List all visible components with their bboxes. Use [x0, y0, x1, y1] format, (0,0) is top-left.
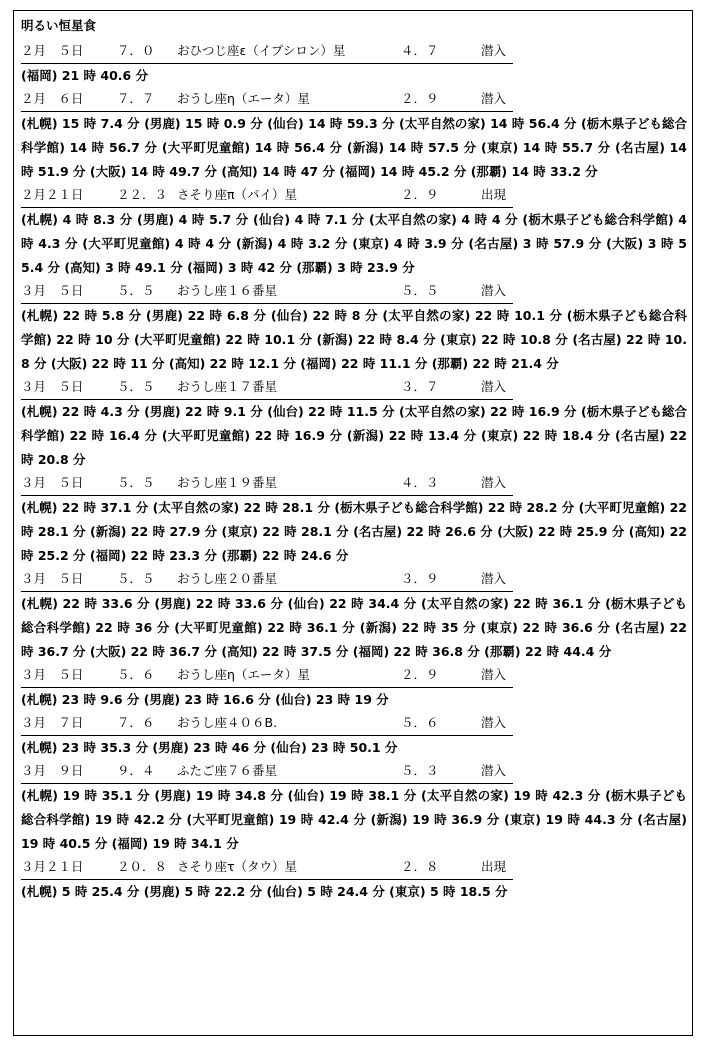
- event-date: ２月 ６日: [21, 91, 84, 106]
- event-date: ３月 ５日: [21, 475, 84, 490]
- star-name: おうし座１６番星: [177, 283, 278, 298]
- moon-age: ５．６: [117, 667, 155, 682]
- page-title: 明るい恒星食: [21, 18, 97, 33]
- star-magnitude: ２．８: [401, 859, 439, 874]
- event-header: [21, 376, 513, 400]
- occultation-type: 潜入: [481, 763, 507, 778]
- event-block: [21, 184, 687, 280]
- event-header: [21, 88, 513, 112]
- event-header: [21, 184, 513, 208]
- event-date: ３月 ７日: [21, 715, 84, 730]
- event-times: (札幌) 23 時 9.6 分 (男鹿) 23 時 16.6 分 (仙台) 23 時 19 分: [21, 692, 389, 707]
- event-date: ３月 ５日: [21, 667, 84, 682]
- occultation-type: 潜入: [481, 475, 507, 490]
- event-times: (札幌) 22 時 37.1 分 (太平自然の家) 22 時 28.1 分 (栃木県子ども総合科学館) 22 時 28.2 分 (大平町児童館) 22 時 28.1 分 (新潟) 22 時 27.9 分 (東京) 22 時 28.1 分 (名古屋) 22 時 26.6 分 (大阪) 22 時 25.9 分 (高知) 22 時 25.2 分 (福岡) 22 時 23.3 分 (那覇) 22 時 24.6 分: [21, 500, 687, 563]
- occultation-type: 潜入: [481, 571, 507, 586]
- event-block: [21, 376, 687, 472]
- occultation-type: 潜入: [481, 43, 507, 58]
- star-name: おうし座２０番星: [177, 571, 278, 586]
- event-times: (札幌) 15 時 7.4 分 (男鹿) 15 時 0.9 分 (仙台) 14 時 59.3 分 (太平自然の家) 14 時 56.4 分 (栃木県子ども総合科学館) 14 時 56.7 分 (大平町児童館) 14 時 56.4 分 (新潟) 14 時 57.5 分 (東京) 14 時 55.7 分 (名古屋) 14 時 51.9 分 (大阪) 14 時 49.7 分 (高知) 14 時 47 分 (福岡) 14 時 45.2 分 (那覇) 14 時 33.2 分: [21, 116, 687, 179]
- occultation-type: 出現: [481, 859, 507, 874]
- event-header: [21, 712, 513, 736]
- star-magnitude: ４．３: [401, 475, 439, 490]
- star-magnitude: ３．７: [401, 379, 439, 394]
- event-times: (札幌) 22 時 4.3 分 (男鹿) 22 時 9.1 分 (仙台) 22 時 11.5 分 (太平自然の家) 22 時 16.9 分 (栃木県子ども総合科学館) 22 時 16.4 分 (大平町児童館) 22 時 16.9 分 (新潟) 22 時 13.4 分 (東京) 22 時 18.4 分 (名古屋) 22 時 20.8 分: [21, 404, 687, 467]
- moon-age: ７．６: [117, 715, 155, 730]
- event-header: [21, 760, 513, 784]
- moon-age: ５．５: [117, 571, 155, 586]
- event-date: ３月 ５日: [21, 283, 84, 298]
- star-magnitude: ２．９: [401, 187, 439, 202]
- event-block: [21, 856, 687, 904]
- moon-age: ９．４: [117, 763, 155, 778]
- occultation-type: 潜入: [481, 715, 507, 730]
- event-header: [21, 568, 513, 592]
- event-header: [21, 280, 513, 304]
- document-frame: [13, 10, 693, 1036]
- occultation-type: 潜入: [481, 667, 507, 682]
- star-name: ふたご座７６番星: [177, 763, 278, 778]
- moon-age: ５．５: [117, 283, 155, 298]
- event-times: (福岡) 21 時 40.6 分: [21, 68, 149, 83]
- event-date: ３月 ５日: [21, 379, 84, 394]
- moon-age: ７．７: [117, 91, 155, 106]
- event-times: (札幌) 22 時 33.6 分 (男鹿) 22 時 33.6 分 (仙台) 22 時 34.4 分 (太平自然の家) 22 時 36.1 分 (栃木県子ども総合科学館) 22 時 36 分 (大平町児童館) 22 時 36.1 分 (新潟) 22 時 35 分 (東京) 22 時 36.6 分 (名古屋) 22 時 36.7 分 (大阪) 22 時 36.7 分 (高知) 22 時 37.5 分 (福岡) 22 時 36.8 分 (那覇) 22 時 44.4 分: [21, 596, 687, 659]
- star-name: おひつじ座ε（イプシロン）星: [177, 43, 346, 58]
- star-magnitude: ３．９: [401, 571, 439, 586]
- star-magnitude: ５．５: [401, 283, 439, 298]
- star-magnitude: ２．９: [401, 667, 439, 682]
- event-times: (札幌) 19 時 35.1 分 (男鹿) 19 時 34.8 分 (仙台) 19 時 38.1 分 (太平自然の家) 19 時 42.3 分 (栃木県子ども総合科学館) 19 時 42.2 分 (大平町児童館) 19 時 42.4 分 (新潟) 19 時 36.9 分 (東京) 19 時 44.3 分 (名古屋) 19 時 40.5 分 (福岡) 19 時 34.1 分: [21, 788, 687, 851]
- star-magnitude: ５．３: [401, 763, 439, 778]
- document-content: [21, 16, 687, 904]
- star-magnitude: ２．９: [401, 91, 439, 106]
- occultation-type: 潜入: [481, 91, 507, 106]
- occultation-type: 出現: [481, 187, 507, 202]
- event-date: ２月２１日: [21, 187, 84, 202]
- event-date: ３月 ９日: [21, 763, 84, 778]
- event-date: ３月 ５日: [21, 571, 84, 586]
- occultation-type: 潜入: [481, 379, 507, 394]
- event-date: ２月 ５日: [21, 43, 84, 58]
- moon-age: ２０．８: [117, 859, 168, 874]
- event-block: [21, 88, 687, 184]
- star-magnitude: ５．６: [401, 715, 439, 730]
- star-magnitude: ４．７: [401, 43, 439, 58]
- star-name: おうし座η（エータ）星: [177, 91, 310, 106]
- star-name: さそり座τ（タウ）星: [177, 859, 298, 874]
- star-name: おうし座４０６B.: [177, 715, 278, 730]
- event-times: (札幌) 22 時 5.8 分 (男鹿) 22 時 6.8 分 (仙台) 22 時 8 分 (太平自然の家) 22 時 10.1 分 (栃木県子ども総合科学館) 22 時 10 分 (大平町児童館) 22 時 10.1 分 (新潟) 22 時 8.4 分 (東京) 22 時 10.8 分 (名古屋) 22 時 10.8 分 (大阪) 22 時 11 分 (高知) 22 時 12.1 分 (福岡) 22 時 11.1 分 (那覇) 22 時 21.4 分: [21, 308, 687, 371]
- moon-age: ７．０: [117, 43, 155, 58]
- event-date: ３月２１日: [21, 859, 84, 874]
- event-block: [21, 472, 687, 568]
- star-name: おうし座１７番星: [177, 379, 278, 394]
- occultation-type: 潜入: [481, 283, 507, 298]
- moon-age: ２２．３: [117, 187, 168, 202]
- event-block: [21, 568, 687, 664]
- event-times: (札幌) 5 時 25.4 分 (男鹿) 5 時 22.2 分 (仙台) 5 時 24.4 分 (東京) 5 時 18.5 分: [21, 884, 508, 899]
- moon-age: ５．５: [117, 475, 155, 490]
- moon-age: ５．５: [117, 379, 155, 394]
- event-header: [21, 856, 513, 880]
- event-block: [21, 664, 687, 712]
- star-name: おうし座１９番星: [177, 475, 278, 490]
- event-block: [21, 40, 687, 88]
- event-times: (札幌) 4 時 8.3 分 (男鹿) 4 時 5.7 分 (仙台) 4 時 7.1 分 (太平自然の家) 4 時 4 分 (栃木県子ども総合科学館) 4 時 4.3 分 (大平町児童館) 4 時 4 分 (新潟) 4 時 3.2 分 (東京) 4 時 3.9 分 (名古屋) 3 時 57.9 分 (大阪) 3 時 55.4 分 (高知) 3 時 49.1 分 (福岡) 3 時 42 分 (那覇) 3 時 23.9 分: [21, 212, 687, 275]
- event-block: [21, 280, 687, 376]
- event-header: [21, 40, 513, 64]
- event-header: [21, 472, 513, 496]
- event-times: (札幌) 23 時 35.3 分 (男鹿) 23 時 46 分 (仙台) 23 時 50.1 分: [21, 740, 398, 755]
- event-block: [21, 712, 687, 760]
- event-list: [21, 40, 687, 904]
- event-header: [21, 664, 513, 688]
- star-name: おうし座η（エータ）星: [177, 667, 310, 682]
- star-name: さそり座π（パイ）星: [177, 187, 298, 202]
- event-block: [21, 760, 687, 856]
